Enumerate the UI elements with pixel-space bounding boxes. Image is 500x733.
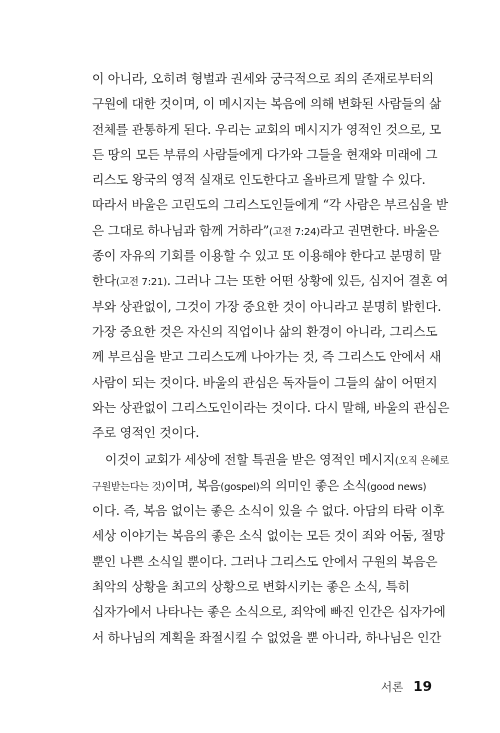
text-segment: 라고 권면한다. 바울은 — [319, 222, 440, 238]
text-line: 가장 중요한 것은 자신의 직업이나 삶의 환경이 아니라, 그리스도 — [92, 323, 438, 339]
text-line: 서 하나님의 계획을 좌절시킬 수 없었을 뿐 아니라, 하나님은 인간 — [92, 629, 442, 645]
text-line — [92, 268, 449, 293]
text-line: 든 땅의 모든 부류의 사람들에게 다가와 그들을 현재와 미래에 그 — [92, 146, 438, 162]
text-line: 주로 영적인 것이다. — [92, 425, 200, 441]
text-line: 와는 상관없이 그리스도인이라는 것이다. 다시 말해, 바울의 관심은 — [92, 399, 450, 415]
text-segment: 의 의미인 좋은 소식 — [259, 477, 367, 493]
section-title: 서론 — [380, 680, 404, 694]
text-line: 리스도 왕국의 영적 실재로 인도한다고 올바르게 말할 수 있다. — [92, 172, 426, 188]
text-line: 구원에 대한 것이며, 이 메시지는 복음에 의해 변화된 사람들의 삶 — [92, 96, 442, 112]
scripture-reference: (고전 7:24) — [269, 226, 320, 238]
page-footer — [381, 676, 432, 695]
text-line — [92, 447, 449, 472]
inline-note: 구원받는다는 것) — [92, 481, 165, 493]
inline-note: (gospel) — [220, 481, 260, 493]
text-line: 종이 자유의 기회를 이용할 수 있고 또 이용해야 한다고 분명히 말 — [92, 248, 442, 264]
text-segment: 한다 — [92, 273, 116, 289]
text-line: 십자가에서 나타나는 좋은 소식으로, 죄악에 빠진 인간은 십자가에 — [92, 604, 446, 620]
inline-note: (good news) — [366, 481, 427, 493]
page-number: 19 — [413, 679, 432, 695]
scripture-reference: (고전 7:21) — [115, 277, 167, 289]
text-line: 전체를 관통하게 된다. 우리는 교회의 메시지가 영적인 것으로, 모 — [92, 121, 442, 137]
text-line: 께 부르심을 받고 그리스도께 나아가는 것, 즉 그리스도 안에서 새 — [92, 349, 442, 365]
text-line: 이다. 즉, 복음 없이는 좋은 소식이 있을 수 없다. 아담의 타락 이후 — [92, 503, 445, 519]
text-line: 뿐인 나쁜 소식일 뿐이다. 그러나 그리스도 안에서 구원의 복음은 — [92, 553, 438, 569]
text-segment: 이며, 복음 — [164, 477, 221, 493]
body-text — [92, 66, 450, 650]
text-line: 이 아니라, 오히려 형벌과 권세와 궁극적으로 죄의 존재로부터의 — [92, 71, 434, 86]
text-line: 최악의 상황을 최고의 상황으로 변화시키는 좋은 소식, 특히 — [92, 578, 410, 594]
text-segment: . 그러나 그는 또한 어떤 상황에 있든, 심지어 결혼 여 — [166, 273, 449, 289]
text-line: 따라서 바울은 고린도의 그리스도인들에게 “각 사람은 부르심을 받 — [92, 197, 448, 213]
text-line — [92, 473, 436, 498]
text-line: 세상 이야기는 복음의 좋은 소식 없이는 모든 것이 죄와 어둠, 절망 — [92, 528, 445, 544]
text-line — [92, 218, 440, 243]
text-line: 사람이 되는 것이다. 바울의 관심은 독자들이 그들의 삶이 어떤지 — [92, 374, 438, 390]
inline-note: (오직 은혜로 — [394, 456, 449, 468]
text-segment: 이것이 교회가 세상에 전할 특권을 받은 영적인 메시지 — [105, 452, 395, 468]
text-segment: 은 그대로 하나님과 함께 거하라” — [92, 222, 270, 238]
text-line: 부와 상관없이, 그것이 가장 중요한 것이 아니라고 분명히 밝힌다. — [92, 298, 442, 314]
